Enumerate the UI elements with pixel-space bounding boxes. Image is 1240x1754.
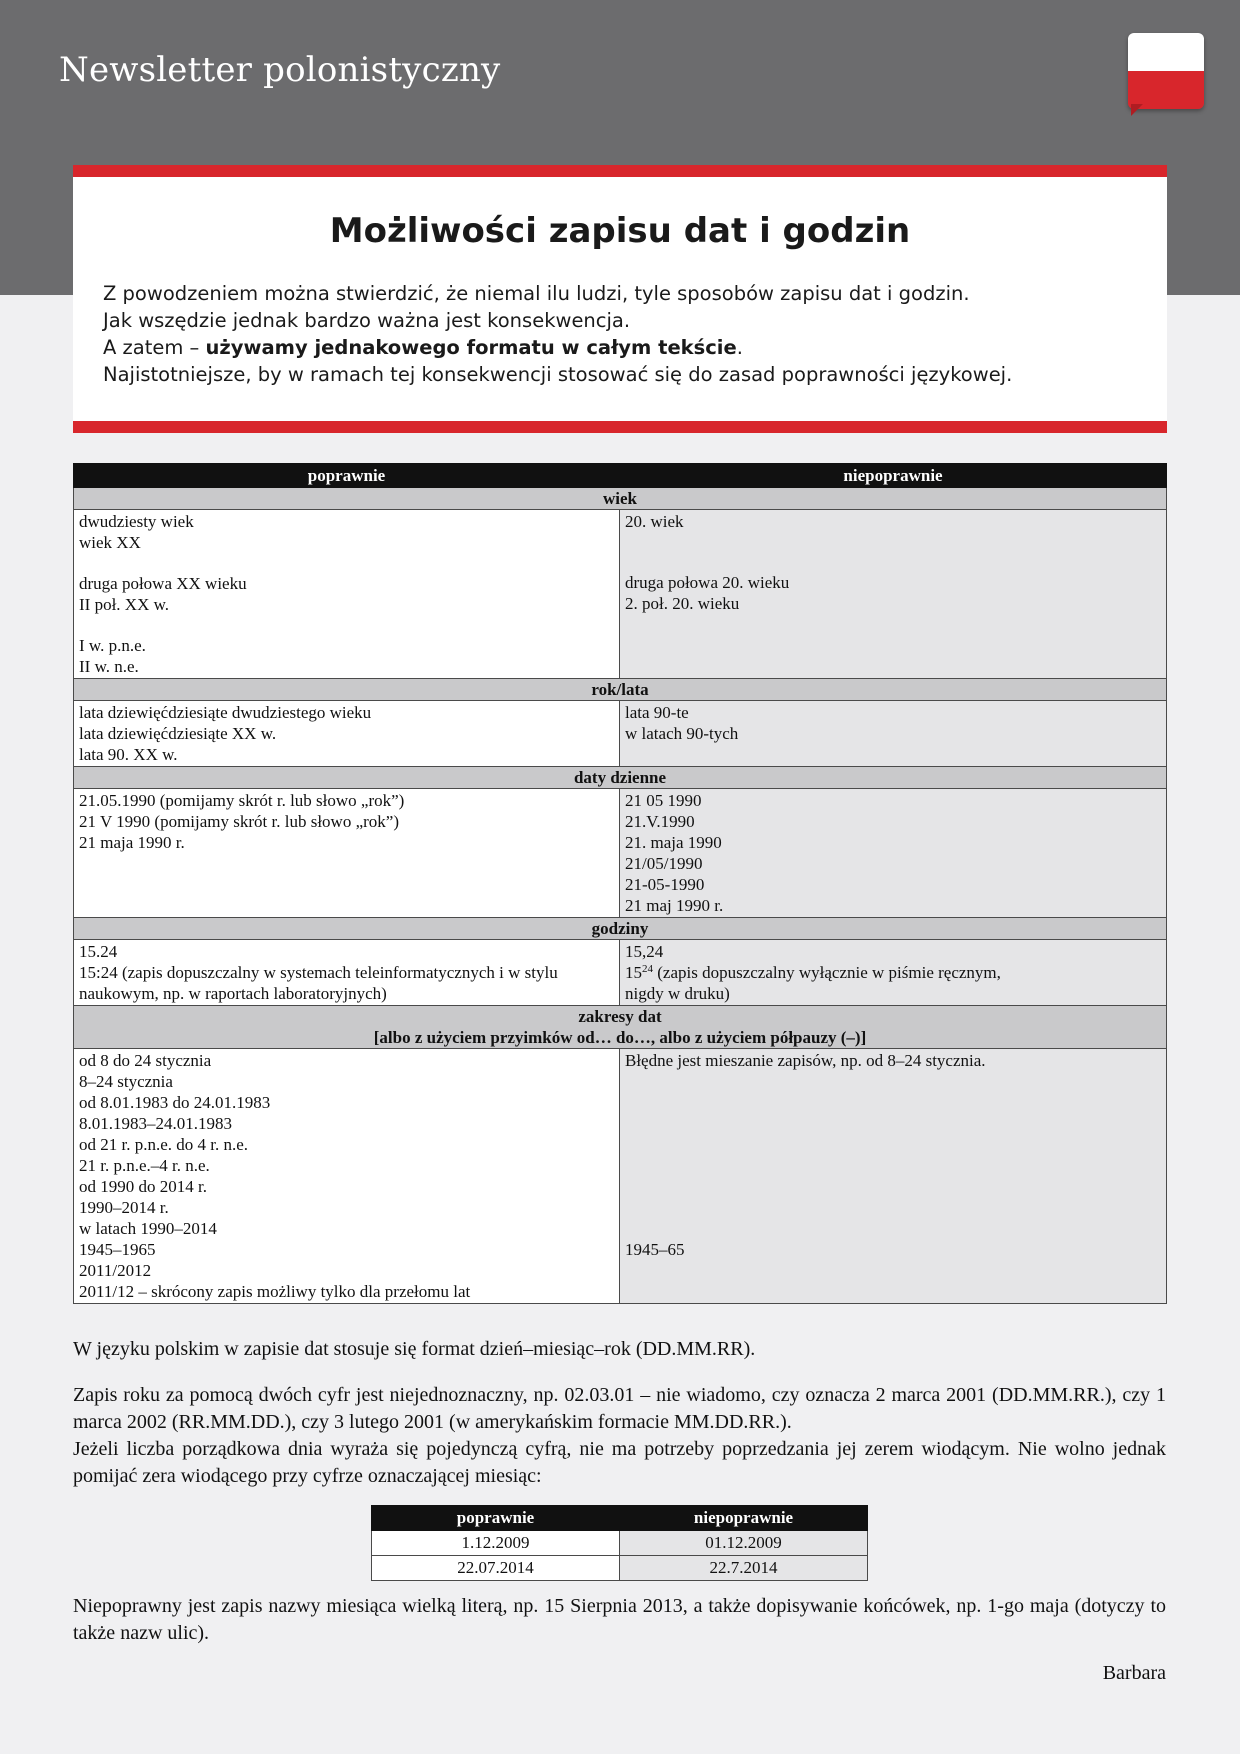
paragraph-month-capitalization: Niepoprawny jest zapis nazwy miesiąca wielką literą, np. 15 Sierpnia 2013, a także dopisywanie końcówek, np. 1-go maja (dotyczy to także nazw ulic). [73, 1595, 1166, 1644]
intro-line: Z powodzeniem można stwierdzić, że niemal ilu ludzi, tyle sposobów zapisu dat i godzin. [103, 282, 970, 305]
incorrect-cell: 01.12.2009 [620, 1531, 868, 1556]
section-header-wiek: wiek [74, 488, 1167, 510]
newsletter-title: Newsletter polonistyczny [59, 50, 501, 90]
incorrect-cell: 22.7.2014 [620, 1556, 868, 1581]
incorrect-cell-daty-dzienne: 21 05 1990 21.V.1990 21. maja 1990 21/05/1990 21-05-1990 21 maj 1990 r. [620, 789, 1167, 918]
incorrect-cell-godziny: 15,24 $15^{24}$ (zapis dopuszczalny wyłącznie w piśmie ręcznym, nigdy w druku) [620, 940, 1167, 1006]
correct-cell-rok-lata: lata dziewięćdziesiąte dwudziestego wieku lata dziewięćdziesiąte XX w. lata 90. XX w. [74, 701, 620, 767]
correct-cell: 1.12.2009 [372, 1531, 620, 1556]
section-header-daty-dzienne: daty dzienne [74, 767, 1167, 789]
paragraph-two-digit-year: Zapis roku za pomocą dwóch cyfr jest niejednoznaczny, np. 02.03.01 – nie wiadomo, czy oznacza 2 marca 2001 (DD.MM.RR.), czy 1 marca 2002 (RR.MM.DD.), czy 3 lutego 2001 (w amerykańskim formacie MM.DD.RR.). [73, 1384, 1166, 1433]
incorrect-cell-rok-lata: lata 90-te w latach 90-tych [620, 701, 1167, 767]
section-header-zakresy-dat: zakresy dat [albo z użyciem przyimków od… do…, albo z użyciem półpauzy (–)] [74, 1006, 1167, 1049]
table-row [372, 1556, 868, 1581]
page-title: Możliwości zapisu dat i godzin [329, 211, 911, 251]
section-header-godziny: godziny [74, 918, 1167, 940]
leading-zero-table [371, 1505, 868, 1581]
column-header-correct: poprawnie [372, 1506, 620, 1531]
flag-bubble-tail [1131, 104, 1143, 116]
correct-cell-zakresy-dat: od 8 do 24 stycznia 8–24 stycznia od 8.01.1983 do 24.01.1983 8.01.1983–24.01.1983 od 21 r. p.n.e. do 4 r. n.e. 21 r. p.n.e.–4 r. n.e. od 1990 do 2014 r. 1990–2014 r. w latach 1990–2014 1945–1965 2011/2012 2011/12 – skrócony zapis możliwy tylko dla przełomu lat [74, 1049, 620, 1304]
author-signature: Barbara [1102, 1662, 1166, 1684]
intro-text [103, 280, 1143, 388]
column-header-incorrect: niepoprawnie [620, 1506, 868, 1531]
section-header-rok-lata: rok/lata [74, 679, 1167, 701]
date-format-table [73, 463, 1167, 1304]
intro-line: Najistotniejsze, by w ramach tej konsekwencji stosować się do zasad poprawności językowej. [103, 363, 1013, 386]
incorrect-cell-wiek: 20. wiek druga połowa 20. wieku 2. poł. 20. wieku [620, 510, 1167, 679]
intro-emphasis: używamy jednakowego formatu w całym tekście [205, 336, 737, 359]
intro-line: A zatem – używamy jednakowego formatu w całym tekście. [103, 336, 743, 359]
correct-cell: 22.07.2014 [372, 1556, 620, 1581]
column-header-incorrect: niepoprawnie [620, 464, 1167, 488]
paragraph-format: W języku polskim w zapisie dat stosuje się format dzień–miesiąc–rok (DD.MM.RR). [73, 1338, 756, 1360]
polish-flag-speech-bubble-icon [1128, 33, 1204, 109]
paragraph-leading-zero: Jeżeli liczba porządkowa dnia wyraża się pojedynczą cyfrą, nie ma potrzeby poprzedzania jej zerem wiodącym. Nie wolno jednak pomijać zera wiodącego przy cyfrze oznaczającej miesiąc: [73, 1438, 1166, 1487]
intro-line: Jak wszędzie jednak bardzo ważna jest konsekwencja. [103, 309, 631, 332]
table-row [372, 1531, 868, 1556]
intro-card [73, 165, 1167, 433]
correct-cell-wiek: dwudziesty wiek wiek XX druga połowa XX wieku II poł. XX w. I w. p.n.e. II w. n.e. [74, 510, 620, 679]
incorrect-cell-zakresy-dat: Błędne jest mieszanie zapisów, np. od 8–24 stycznia. 1945–65 [620, 1049, 1167, 1304]
correct-cell-godziny: 15.24 15:24 (zapis dopuszczalny w systemach teleinformatycznych i w stylu naukowym, np. w raportach laboratoryjnych) [74, 940, 620, 1006]
correct-cell-daty-dzienne: 21.05.1990 (pomijamy skrót r. lub słowo „rok”) 21 V 1990 (pomijamy skrót r. lub słowo „rok”) 21 maja 1990 r. [74, 789, 620, 918]
column-header-correct: poprawnie [74, 464, 620, 488]
